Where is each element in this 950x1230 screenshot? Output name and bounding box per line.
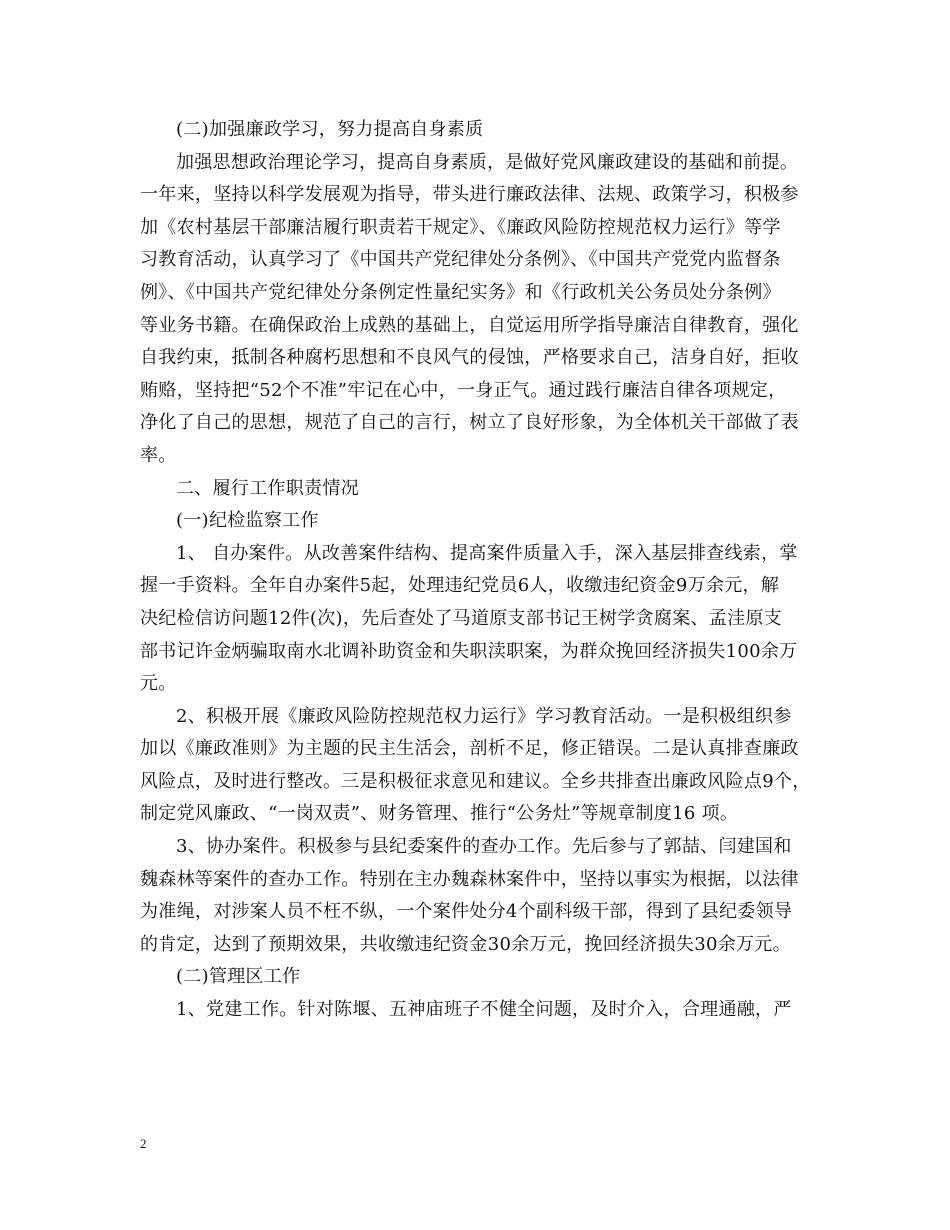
paragraph-assisted-cases: 3、协办案件。积极参与县纪委案件的查办工作。先后参与了郭喆、闫建国和 魏森林等案件的查办工作。特别在主办魏森林案件中，坚持以事实为根据，以法律 为准绳，对涉案人员不枉不纵，一个案件处分4个副科级干部，得到了县纪委领导 的肯定，达到了预期效果，共收缴违纪资金30余万元，挽回经济损失30余万元。 [140,836,799,955]
paragraph-party-building: 1、党建工作。针对陈堰、五神庙班子不健全问题，及时介入，合理通融，严 [176,999,792,1021]
section-heading-learning: (二)加强廉政学习，努力提高自身素质 [176,119,484,140]
paragraph-learning: 加强思想政治理论学习，提高自身素质，是做好党风廉政建设的基础和前提。 一年来，坚持以科学发展观为指导，带头进行廉政法律、法规、政策学习，积极参 加《农村基层干部廉洁履行职责若干规定》、《廉政风险防控规范权力运行》等学 习教育活动，认真学习了《中国共产党纪律处分条例》、《中国共产党党内监督条 例》、《中国共产党纪律处分条例定性量纪实务》和《行政机关公务员处分条例》 等业务书籍。在确保政治上成熟的基础上，自觉运用所学指导廉洁自律教育，强化 自我约束，抵制各种腐朽思想和不良风气的侵蚀，严格要求自己，洁身自好，拒收 贿赂，坚持把“52个不准”牢记在心中，一身正气。通过践行廉洁自律各项规定， 净化了自己的思想，规范了自己的言行，树立了良好形象，为全体机关干部做了表 率。 [140,151,799,466]
paragraph-risk-control: 2、积极开展《廉政风险防控规范权力运行》学习教育活动。一是积极组织参 加以《廉政准则》为主题的民主生活会，剖析不足，修正错误。二是认真排查廉政 风险点，及时进行整改。三是积极征求意见和建议。全乡共排查出廉政风险点9个， 制定党风廉政、“一岗双责”、财务管理、推行“公务灶”等规章制度16 项。 [140,705,811,825]
page-number: 2 [140,1136,147,1151]
section-heading-duties: 二、履行工作职责情况 [176,477,359,499]
subsection-heading-management: (二)管理区工作 [176,966,301,988]
subsection-heading-discipline: (一)纪检监察工作 [176,510,319,532]
document-body [140,114,812,1027]
paragraph-self-cases: 1、 自办案件。从改善案件结构、提高案件质量入手，深入基层排查线索，掌 握一手资料。全年自办案件5起，处理违纪党员6人，收缴违纪资金9万余元，解 决纪检信访问题12件(次)，先后查处了马道原支部书记王树学贪腐案、孟洼原支 部书记许金炳骗取南水北调补助资金和失职渎职案，为群众挽回经济损失100余万 元。 [140,542,798,695]
